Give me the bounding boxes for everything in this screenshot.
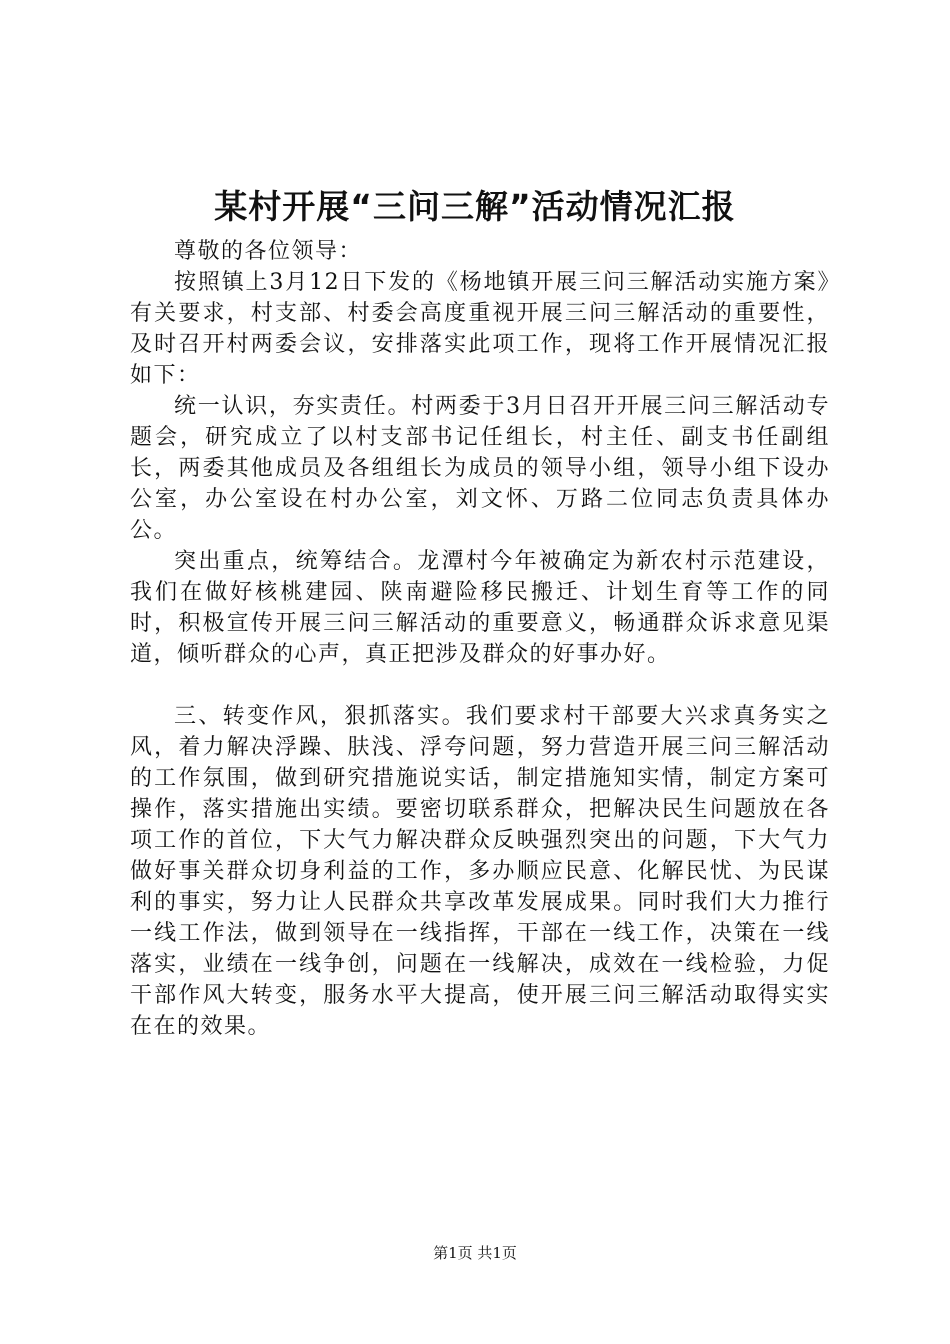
- salutation: 尊敬的各位领导：: [174, 239, 363, 264]
- document-title: 某村开展“三问三解”活动情况汇报: [214, 187, 736, 226]
- page-footer: 第1页 共1页: [433, 1244, 517, 1262]
- document-body: [130, 236, 830, 1042]
- paragraph-intro: 按照镇上3月12日下发的《杨地镇开展三问三解活动实施方案》有关要求，村支部、村委会高度重视开展三问三解活动的重要性，及时召开村两委会议，安排落实此项工作，现将工作开展情况汇报如下：: [130, 270, 830, 388]
- paragraph-unify: 统一认识，夯实责任。村两委于3月日召开开展三问三解活动专题会，研究成立了以村支部书记任组长，村主任、副支书任副组长，两委其他成员及各组组长为成员的领导小组，领导小组下设办公室，办公室设在村办公室，刘文怀、万路二位同志负责具体办公。: [130, 394, 830, 543]
- paragraph-focus: 突出重点，统筹结合。龙潭村今年被确定为新农村示范建设，我们在做好核桃建园、陕南避险移民搬迁、计划生育等工作的同时，积极宣传开展三问三解活动的重要意义，畅通群众诉求意见渠道，倾听群众的心声，真正把涉及群众的好事办好。: [130, 549, 830, 667]
- paragraph-style: 三、转变作风，狠抓落实。我们要求村干部要大兴求真务实之风，着力解决浮躁、肤浅、浮夸问题，努力营造开展三问三解活动的工作氛围，做到研究措施说实话，制定措施知实情，制定方案可操作，落实措施出实绩。要密切联系群众，把解决民生问题放在各项工作的首位，下大气力解决群众反映强烈突出的问题，下大气力做好事关群众切身利益的工作，多办顺应民意、化解民忧、为民谋利的事实，努力让人民群众共享改革发展成果。同时我们大力推行一线工作法，做到领导在一线指挥，干部在一线工作，决策在一线落实，业绩在一线争创，问题在一线解决，成效在一线检验，力促干部作风大转变，服务水平大提高，使开展三问三解活动取得实实在在的效果。: [130, 704, 830, 1039]
